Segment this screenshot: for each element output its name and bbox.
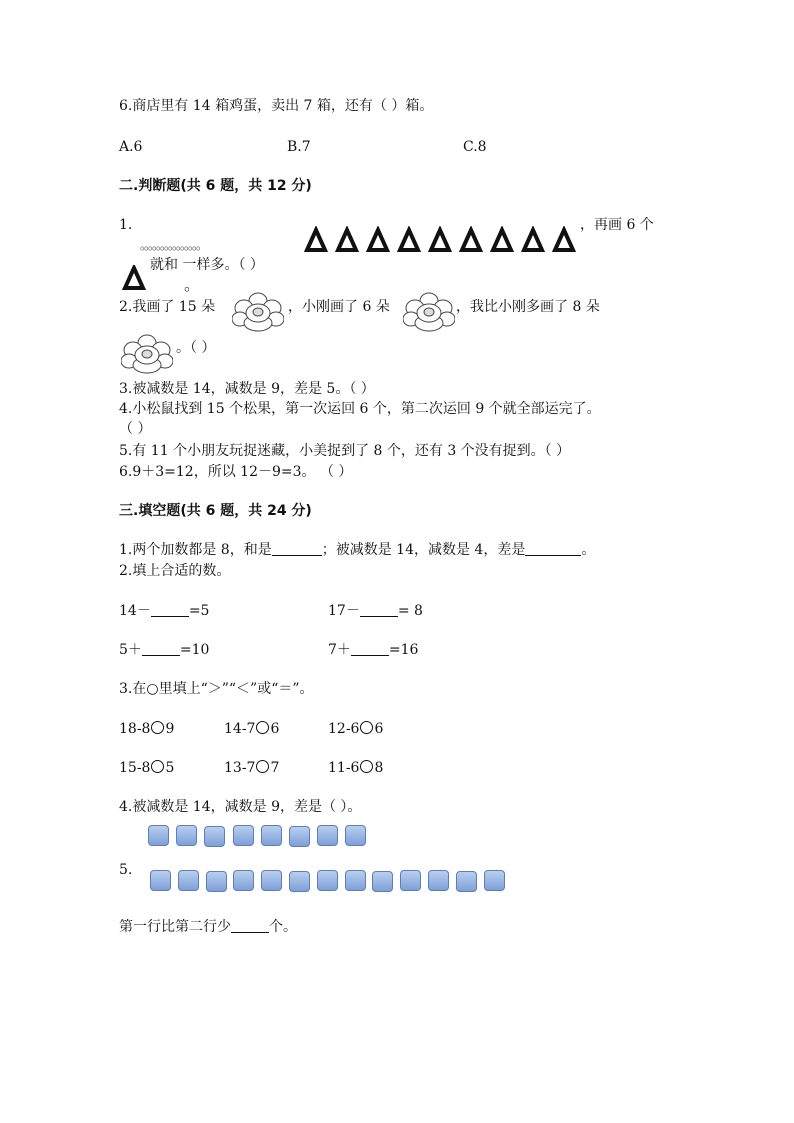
square-block-icon [372, 871, 393, 892]
s2-q4-paren: （ ） [119, 421, 152, 437]
square-block-icon [176, 825, 197, 846]
answer-blank[interactable] [272, 541, 322, 556]
s3-q5-part-a: 第一行比第二行少 [119, 919, 231, 935]
s3-q5-number: 5. [119, 862, 133, 878]
compare-item [224, 720, 279, 738]
triangle-icon [524, 230, 542, 250]
square-block-icon [400, 870, 421, 891]
compare-circle[interactable] [151, 721, 164, 734]
answer-blank[interactable] [151, 602, 189, 617]
square-block-icon [261, 870, 282, 891]
s2-q1-dots: 。。。。。。。。。。。。。。。 [140, 238, 207, 252]
answer-blank[interactable] [142, 641, 180, 656]
section3-title: 三.填空题(共 6 题，共 24 分) [119, 503, 312, 519]
compare-item [224, 759, 279, 777]
s2-q1-end-dot: 。 [184, 275, 201, 294]
fill-pre: 7＋ [328, 642, 351, 658]
triangle-row [303, 226, 581, 254]
triangle-icon [307, 230, 325, 250]
triangle-icon [369, 230, 387, 250]
s2-q6: 6.9＋3=12，所以 12－9=3。 （ ） [119, 464, 353, 480]
s3-q3: 3.在○里填上“＞”“＜”或“＝”。 [119, 681, 314, 697]
s3-q1-part-a: 1.两个加数都是 8，和是 [119, 542, 272, 558]
answer-blank[interactable] [360, 602, 398, 617]
q6-option-c: C.8 [463, 139, 487, 155]
triangle-icon [555, 230, 573, 250]
s2-q3: 3.被减数是 14，减数是 9，差是 5。（ ） [119, 381, 375, 397]
compare-right: 7 [270, 760, 280, 776]
s3-q1-part-c: 。 [581, 542, 596, 558]
fill-post: =10 [179, 642, 210, 658]
q6-text: 6.商店里有 14 箱鸡蛋，卖出 7 箱，还有（ ）箱。 [119, 98, 434, 114]
compare-right: 6 [270, 721, 280, 737]
square-block-icon [148, 825, 169, 846]
triangle-icon [400, 230, 418, 250]
fill-post: =5 [188, 603, 210, 619]
square-block-icon [317, 825, 338, 846]
square-block-icon [345, 825, 366, 846]
compare-left: 12-6 [328, 721, 360, 737]
s3-q5-text [119, 918, 297, 936]
square-block-icon [289, 871, 310, 892]
compare-circle[interactable] [360, 760, 373, 773]
compare-item [328, 759, 383, 777]
compare-item [119, 720, 174, 738]
s2-q2-part-c: ，我比小刚多画了 8 朵 [456, 299, 600, 315]
compare-item [328, 720, 383, 738]
fill-item [328, 602, 423, 620]
square-block-icon [345, 870, 366, 891]
s2-q1-triangles [303, 226, 581, 254]
s2-q4: 4.小松鼠找到 15 个松果，第一次运回 6 个，第二次运回 9 个就全部运完了。 [119, 401, 601, 417]
square-block-icon [289, 826, 310, 847]
flower-icon [121, 333, 173, 375]
flower-icon [232, 291, 284, 333]
square-block-icon [233, 870, 254, 891]
triangle-icon [462, 230, 480, 250]
square-block-icon [150, 870, 171, 891]
fill-post: = 8 [397, 603, 423, 619]
square-block-icon [317, 870, 338, 891]
square-block-icon [261, 825, 282, 846]
square-block-icon [233, 825, 254, 846]
triangle-icon [431, 230, 449, 250]
section2-title: 二.判断题(共 6 题，共 12 分) [119, 178, 312, 194]
square-block-icon [428, 870, 449, 891]
fill-item [328, 641, 418, 659]
fill-pre: 5＋ [119, 642, 142, 658]
compare-circle[interactable] [256, 721, 269, 734]
s3-q1-part-b: ；被减数是 14，减数是 4，差是 [321, 542, 526, 558]
fill-item [119, 641, 209, 659]
triangle-icon [338, 230, 356, 250]
s2-q2-part-d: 。（ ） [176, 340, 216, 356]
compare-right: 9 [165, 721, 175, 737]
compare-circle[interactable] [151, 760, 164, 773]
q6-option-b: B.7 [287, 139, 311, 155]
s3-q1 [119, 541, 595, 559]
compare-left: 11-6 [328, 760, 360, 776]
square-block-icon [178, 870, 199, 891]
s3-q2: 2.填上合适的数。 [119, 563, 231, 579]
compare-left: 13-7 [224, 760, 256, 776]
triangle-icon [121, 265, 147, 291]
compare-left: 18-8 [119, 721, 151, 737]
compare-item [119, 759, 174, 777]
compare-circle[interactable] [256, 760, 269, 773]
triangle-icon [493, 230, 511, 250]
answer-blank[interactable] [351, 641, 389, 656]
fill-pre: 17－ [328, 603, 360, 619]
fill-item [119, 602, 209, 620]
compare-left: 14-7 [224, 721, 256, 737]
square-block-icon [484, 870, 505, 891]
fill-post: =16 [388, 642, 419, 658]
s2-q1-tail: ，再画 6 个 [580, 217, 654, 233]
q6-option-a: A.6 [119, 139, 143, 155]
fill-pre: 14－ [119, 603, 151, 619]
s2-q1-line2: 就和 一样多。（ ） [150, 257, 264, 273]
compare-right: 5 [165, 760, 175, 776]
s2-q2-part-b: ，小刚画了 6 朵 [288, 299, 390, 315]
s2-q2-part-a: 2.我画了 15 朵 [119, 299, 216, 315]
flower-icon [403, 291, 455, 333]
s3-q5-part-b: 个。 [269, 919, 297, 935]
answer-blank[interactable] [231, 918, 269, 933]
compare-right: 8 [374, 760, 384, 776]
square-block-icon [206, 871, 227, 892]
compare-left: 15-8 [119, 760, 151, 776]
answer-blank[interactable] [525, 541, 581, 556]
square-block-icon [456, 871, 477, 892]
s2-q5: 5.有 11 个小朋友玩捉迷藏，小美捉到了 8 个，还有 3 个没有捉到。（ ） [119, 443, 571, 459]
s2-q1-number: 1. [119, 217, 133, 233]
compare-circle[interactable] [360, 721, 373, 734]
compare-right: 6 [374, 721, 384, 737]
square-block-icon [204, 826, 225, 847]
s3-q4: 4.被减数是 14，减数是 9，差是（ ）。 [119, 799, 362, 815]
